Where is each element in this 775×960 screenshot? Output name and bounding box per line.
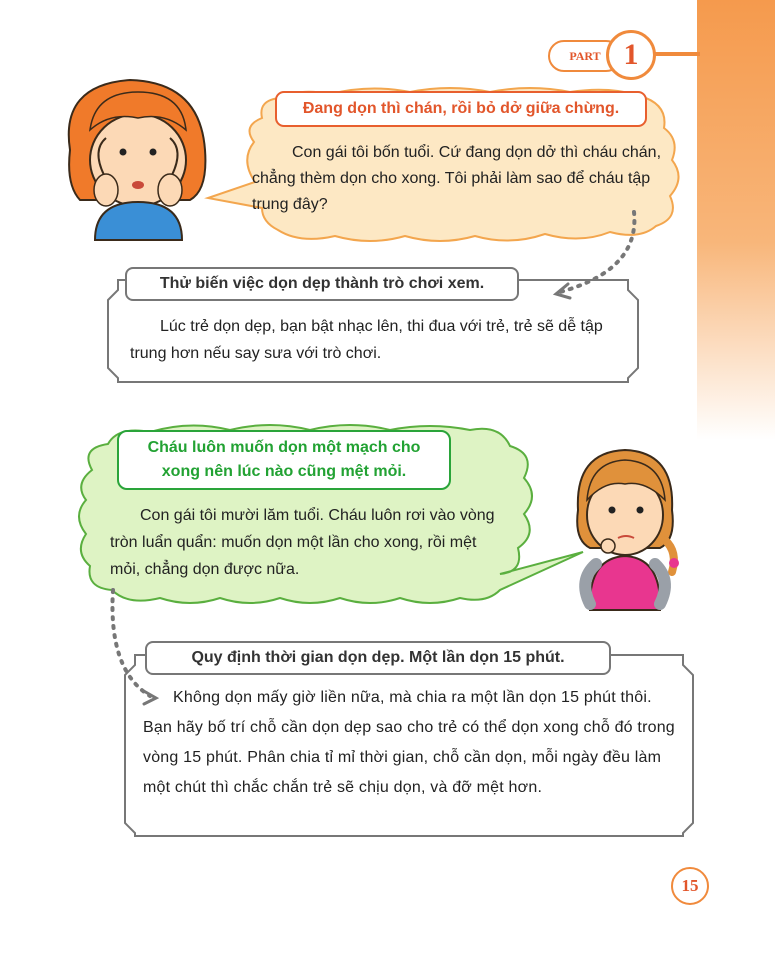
question1-title: Đang dọn thì chán, rồi bỏ dở giữa chừng.	[275, 91, 647, 127]
question2-title	[117, 430, 451, 490]
girl-orange-hair-illustration	[69, 80, 206, 240]
question2-text: Con gái tôi mười lăm tuổi. Cháu luôn rơi vào vòng tròn luẩn quẩn: muốn dọn một lần cho xong, rồi mệt mỏi, chẳng dọn được nữa.	[110, 507, 495, 578]
question1-text: Con gái tôi bốn tuổi. Cứ đang dọn dở thì cháu chán, chẳng thèm dọn cho xong. Tôi phải làm sao để cháu tập trung đây?	[252, 144, 662, 213]
answer1-text: Lúc trẻ dọn dẹp, bạn bật nhạc lên, thi đua với trẻ, trẻ sẽ dễ tập trung hơn nếu say sưa với trò chơi.	[130, 318, 603, 362]
question2-title-line2: xong nên lúc nào cũng mệt mỏi.	[161, 463, 407, 480]
girl-pigtails-illustration	[577, 450, 679, 610]
answer2-text: Không dọn mấy giờ liền nữa, mà chia ra một lần dọn 15 phút thôi. Bạn hãy bố trí chỗ cần dọn dẹp sao cho trẻ có thể dọn xong chỗ đó trong vòng 15 phút. Phân chia tỉ mỉ thời gian, chỗ cần dọn, mỗi ngày đều làm một chút thì chắc chắn trẻ sẽ chịu dọn, và đỡ mệt hơn.	[143, 689, 675, 796]
dotted-arrow-2	[112, 590, 150, 696]
answer2-title: Quy định thời gian dọn dẹp. Một lần dọn 15 phút.	[145, 641, 611, 675]
answer1-title: Thử biến việc dọn dẹp thành trò chơi xem.	[125, 267, 519, 301]
question2-title-line1: Cháu luôn muốn dọn một mạch cho	[147, 439, 421, 456]
part-number: 1	[606, 30, 656, 80]
part-label: PART	[548, 40, 622, 72]
page-number: 15	[671, 867, 709, 905]
